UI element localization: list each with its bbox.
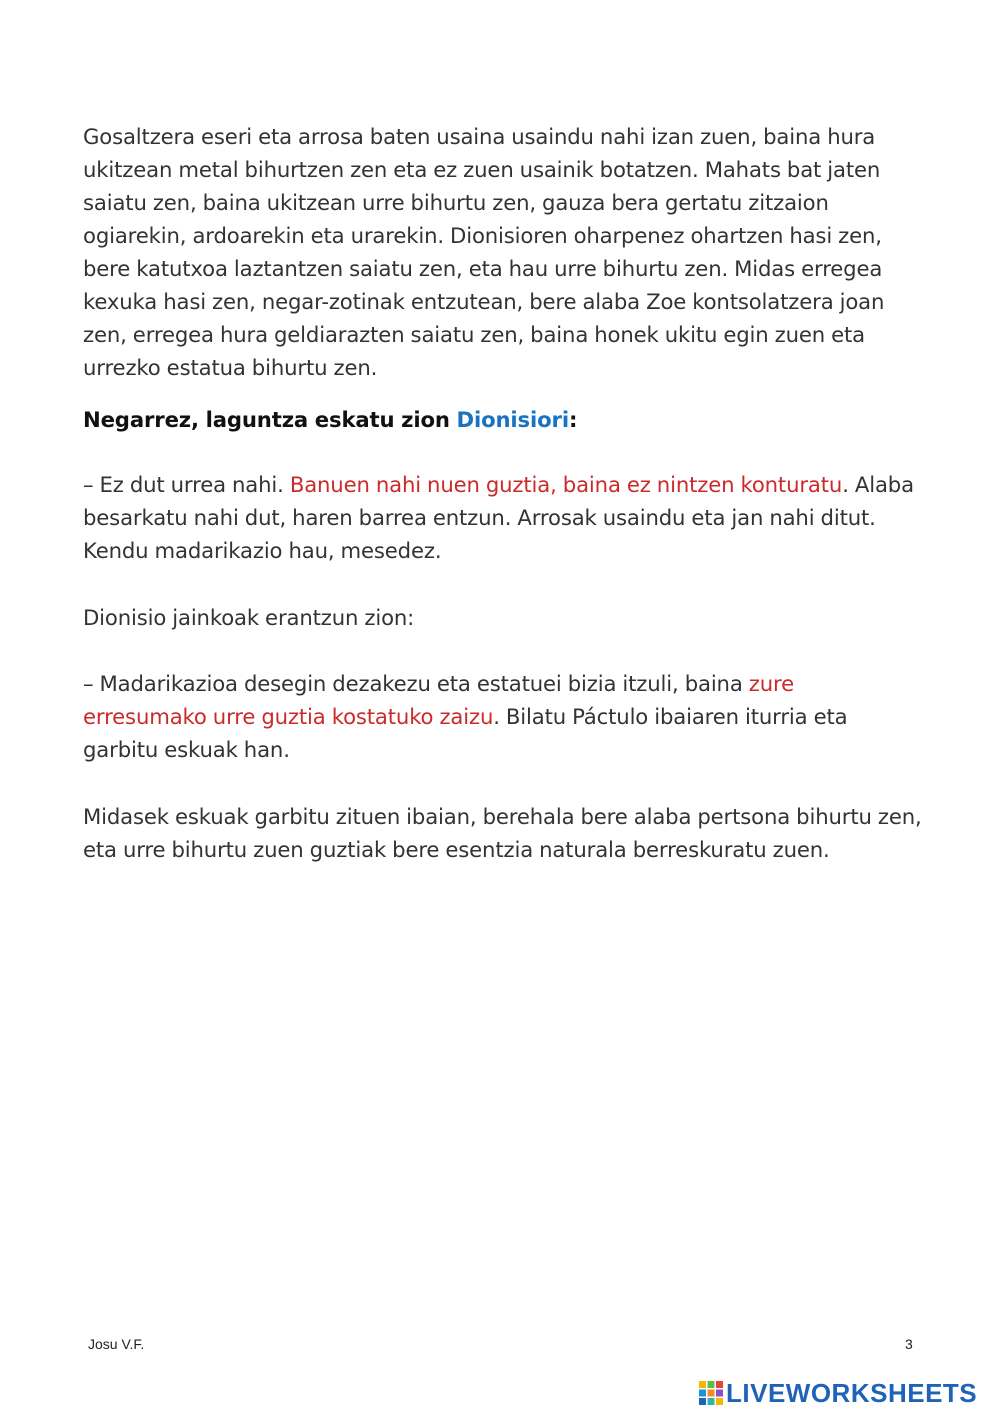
paragraph-dionisio-speech — [83, 667, 923, 766]
footer-page-number: 3 — [905, 1336, 913, 1352]
liveworksheets-brand[interactable] — [698, 1378, 977, 1408]
plea-prefix: Negarrez, laguntza eskatu zion — [83, 407, 457, 432]
footer-author: Josu V.F. — [88, 1336, 145, 1352]
dionisio-name: Dionisiori — [456, 407, 569, 432]
answer-start: – Madarikazioa desegin dezakezu eta estatuei bizia itzuli, baina — [83, 671, 749, 696]
paragraph-plea-heading — [83, 403, 923, 436]
liveworksheets-logo-icon — [698, 1380, 724, 1406]
paragraph-ending: Midasek eskuak garbitu zituen ibaian, berehala bere alaba pertsona bihurtu zen, eta urre bihurtu zuen guztiak bere esentzia naturala berreskuratu zuen. — [83, 804, 922, 862]
brand-name: LIVEWORKSHEETS — [726, 1377, 978, 1408]
paragraph-dionisio-answered: Dionisio jainkoak erantzun zion: — [83, 605, 415, 630]
answer-end: . Bilatu Páctulo ibaiaren iturria eta garbitu eskuak han. — [83, 704, 848, 762]
speech-start: – Ez dut urrea nahi. — [83, 472, 290, 497]
paragraph-breakfast: Gosaltzera eseri eta arrosa baten usaina usaindu nahi izan zuen, baina hura ukitzean metal bihurtzen zen eta ez zuen usainik botatzen. Mahats bat jaten saiatu zen, baina ukitzean urre bihurtu zen, gauza bera gertatu zitzaion ogiarekin, ardoarekin eta urarekin. Dionisioren oharpenez ohartzen hasi zen, bere katutxoa laztantzen saiatu zen, eta hau urre bihurtu zen. Midas erregea kexuka hasi zen, negar-zotinak entzutean, bere alaba Zoe kontsolatzera joan zen, erregea hura geldiarazten saiatu zen, baina honek ukitu egin zuen eta urrezko estatua bihurtu zen. — [83, 124, 885, 380]
paragraph-midas-speech — [83, 468, 923, 567]
speech-end: . Alaba besarkatu nahi dut, haren barrea entzun. Arrosak usaindu eta jan nahi ditut. Kendu madarikazio hau, mesedez. — [83, 472, 914, 563]
answer-highlight: zure erresumako urre guztia kostatuko zaizu — [83, 671, 794, 729]
speech-highlight: Banuen nahi nuen guztia, baina ez nintzen konturatu — [289, 472, 843, 497]
plea-suffix: : — [568, 407, 578, 432]
